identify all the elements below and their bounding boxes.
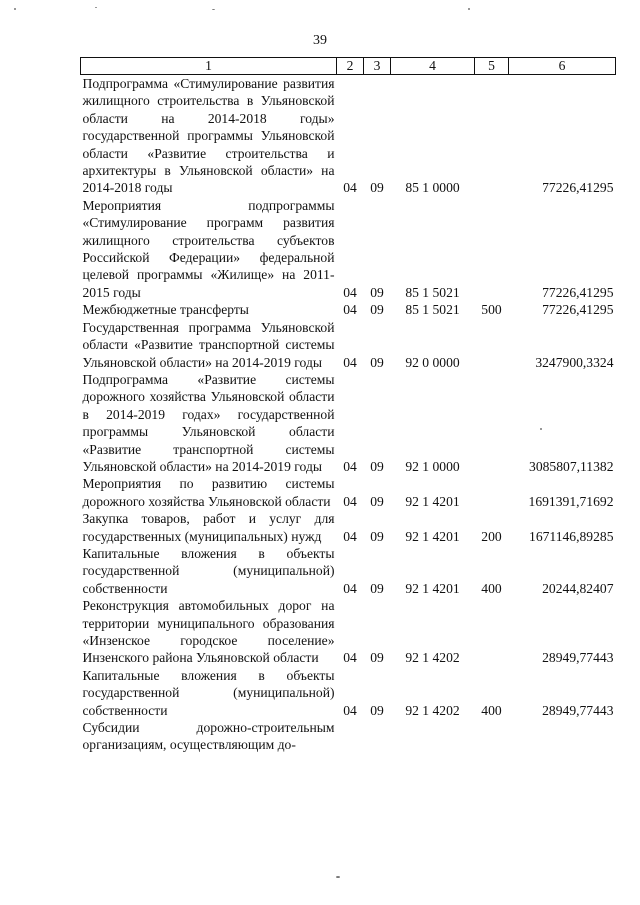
table-row	[81, 319, 616, 371]
section-code: 04	[343, 650, 357, 666]
section-code: 04	[343, 354, 357, 370]
amount: 1671146,89285	[529, 528, 614, 544]
item-name: Реконструкция автомобильных дорог на территории муниципального образования «Инзенское городское поселение» Инзенского района Ульяновской области	[82, 598, 335, 666]
scan-speck	[14, 8, 16, 10]
subsection-code: 09	[370, 493, 384, 509]
target-item-code: 92 1 4202	[405, 650, 460, 666]
item-name: Капитальные вложения в объекты государственной (муниципальной) собственности	[82, 667, 335, 718]
amount: 1691391,71692	[528, 493, 614, 509]
item-name: Государственная программа Ульяновской области «Развитие транспортной системы Ульяновской области» на 2014-2019 годы	[82, 319, 335, 370]
subsection-code: 09	[370, 702, 384, 718]
target-item-code: 92 1 4201	[405, 528, 460, 544]
target-item-code	[391, 719, 475, 754]
item-name: Закупка товаров, работ и услуг для государственных (муниципальных) нужд	[82, 511, 335, 544]
table-row	[81, 719, 616, 754]
item-name: Мероприятия по развитию системы дорожного хозяйства Ульяновской области	[82, 476, 335, 509]
target-item-code: 85 1 5021	[405, 284, 460, 300]
column-header: 5	[475, 58, 509, 75]
subsection-code: 09	[370, 650, 384, 666]
section-code: 04	[343, 180, 357, 196]
target-item-code: 92 1 4201	[405, 493, 460, 509]
scan-speck	[212, 9, 215, 10]
section-code	[337, 719, 364, 754]
item-name: Межбюджетные трансферты	[82, 302, 249, 318]
column-header: 2	[337, 58, 364, 75]
table-row	[81, 197, 616, 301]
target-item-code: 92 1 0000	[405, 458, 460, 474]
expense-type-code: 400	[481, 580, 502, 596]
amount: 77226,41295	[542, 284, 614, 300]
expense-type-code	[475, 319, 509, 371]
section-code: 04	[343, 458, 357, 474]
subsection-code: 09	[370, 354, 384, 370]
expense-type-code: 500	[481, 302, 502, 318]
column-header: 6	[509, 58, 616, 75]
amount	[509, 719, 616, 754]
table-row	[81, 545, 616, 597]
table-row	[81, 75, 616, 197]
expense-type-code	[475, 719, 509, 754]
column-header: 3	[364, 58, 391, 75]
amount: 77226,41295	[542, 180, 614, 196]
table-row	[81, 510, 616, 545]
column-header: 1	[81, 58, 337, 75]
table-row	[81, 597, 616, 667]
subsection-code: 09	[370, 302, 384, 318]
subsection-code: 09	[370, 284, 384, 300]
subsection-code: 09	[370, 580, 384, 596]
expense-type-code: 400	[481, 702, 502, 718]
section-code: 04	[343, 493, 357, 509]
expense-type-code	[475, 475, 509, 510]
scan-speck	[336, 876, 340, 878]
item-name: Субсидии дорожно-строительным организациям, осуществляющим до-	[82, 720, 335, 753]
target-item-code: 92 0 0000	[405, 354, 460, 370]
subsection-code: 09	[370, 180, 384, 196]
target-item-code: 85 1 5021	[405, 302, 460, 318]
table-row	[81, 371, 616, 475]
section-code: 04	[343, 284, 357, 300]
item-name: Мероприятия подпрограммы «Стимулирование программ развития жилищного строительства субъектов Российской Федерации» федеральной целевой программы «Жилище» на 2011-2015 годы	[82, 197, 335, 300]
target-item-code: 92 1 4201	[405, 580, 460, 596]
item-name: Капитальные вложения в объекты государственной (муниципальной) собственности	[82, 545, 335, 596]
amount: 77226,41295	[542, 302, 614, 318]
amount: 3085807,11382	[529, 458, 614, 474]
section-code: 04	[343, 302, 357, 318]
target-item-code: 85 1 0000	[405, 180, 460, 196]
amount: 3247900,3324	[535, 354, 614, 370]
item-name: Подпрограмма «Стимулирование развития жилищного строительства в Ульяновской области на 2014-2018 годы» государственной программы Ульяновской области «Развитие строительства и архитектуры в Ульяновской области» на 2014-2018 годы	[82, 76, 335, 196]
expense-type-code	[475, 197, 509, 301]
table-row	[81, 667, 616, 719]
table-header-row	[81, 58, 616, 75]
page-number: 39	[313, 33, 327, 48]
scan-speck	[95, 7, 97, 8]
section-code: 04	[343, 702, 357, 718]
expense-type-code	[475, 75, 509, 197]
subsection-code: 09	[370, 528, 384, 544]
target-item-code: 92 1 4202	[405, 702, 460, 718]
expense-type-code	[475, 371, 509, 475]
column-header: 4	[391, 58, 475, 75]
expense-type-code: 200	[481, 528, 502, 544]
subsection-code	[364, 719, 391, 754]
table-row	[81, 475, 616, 510]
table-row	[81, 301, 616, 318]
item-name: Подпрограмма «Развитие системы дорожного хозяйства Ульяновской области в 2014-2019 годах» государственной программы Ульяновской области «Развитие транспортной системы Ульяновской области» на 2014-2019 годы	[82, 371, 335, 474]
amount: 28949,77443	[542, 702, 614, 718]
section-code: 04	[343, 528, 357, 544]
scan-speck	[468, 8, 470, 10]
subsection-code: 09	[370, 458, 384, 474]
section-code: 04	[343, 580, 357, 596]
amount: 20244,82407	[542, 580, 614, 596]
expense-type-code	[475, 597, 509, 667]
amount: 28949,77443	[542, 650, 614, 666]
budget-table	[80, 57, 616, 754]
